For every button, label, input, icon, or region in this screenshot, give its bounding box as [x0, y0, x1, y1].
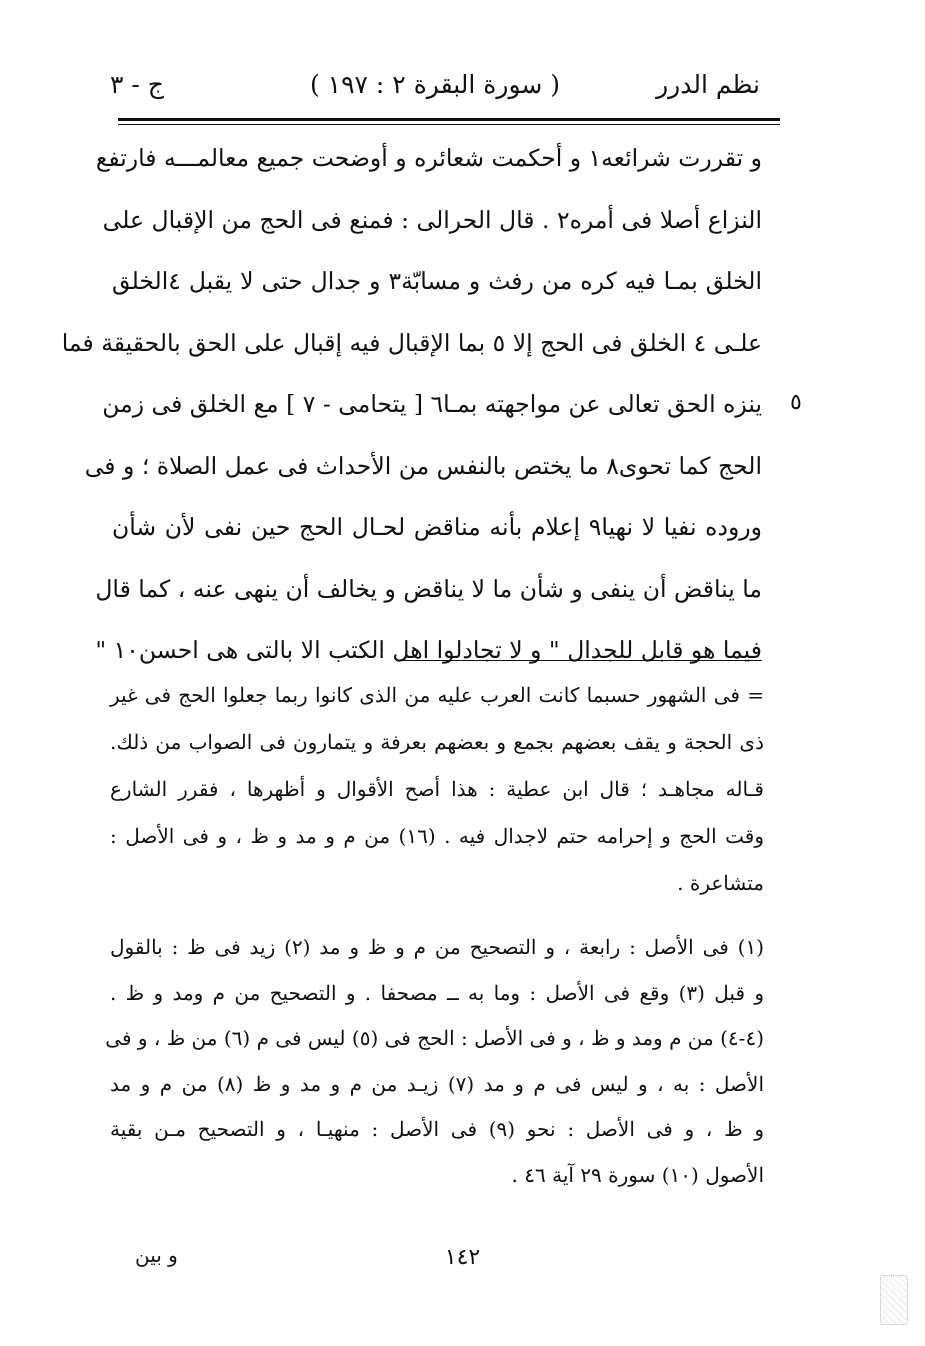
main-text-line: الحج كما تحوى٨ ما يختص بالنفس من الأحداث فى عمل الصلاة ؛ و فى	[84, 451, 762, 480]
footnote-separator	[400, 660, 762, 661]
apparatus-line: (١) فى الأصل : رابعة ، و التصحيح من م و ظ و مد (٢) زيد فى ظ : بالقول	[110, 935, 764, 959]
main-text-line: علـى ٤ الخلق فى الحج إلا ٥ بما الإقبال فيه إقبال على الحق بالحقيقة فما	[61, 328, 762, 357]
catchword: و بين	[135, 1243, 178, 1267]
main-text-line: النزاع أصلا فى أمره٢ . قال الحرالى : فمنع فى الحج من الإقبال على	[102, 205, 762, 234]
library-stamp	[880, 1275, 908, 1325]
apparatus-line: الأصول (١٠) سورة ٢٩ آية ٤٦ .	[511, 1162, 764, 1187]
main-text-line: فيما هو قابل للجدال " و لا تجادلوا اهل الكتب الا بالتى هى احسن١٠ "	[95, 636, 762, 664]
book-title: نظم الدرر	[656, 70, 760, 99]
main-text-line: و تقررت شرائعه١ و أحكمت شعائره و أوضحت جميع معالمـــه فارتفع	[95, 144, 762, 172]
footnote-line: متشاعرة .	[677, 871, 764, 895]
apparatus-line: و قبل (٣) وقع فى الأصل : وما به ــ مصحفا . و التصحيح من م ومد و ظ .	[110, 980, 764, 1005]
running-header	[110, 70, 760, 110]
footnote-line: وقت الحج و إحرامه حتم لاجدال فيه . (١٦) من م و مد و ظ ، و فى الأصل :	[110, 824, 764, 848]
main-text-line: وروده نفيا لا نهيا٩ إعلام بأنه مناقض لحـال الحج حين نفى لأن شأن	[112, 513, 762, 541]
critical-apparatus	[105, 925, 765, 1198]
volume-number: ج - ٣	[110, 70, 164, 99]
header-rule	[118, 118, 780, 125]
footnote-line: = فى الشهور حسبما كانت العرب عليه من الذى كانوا ربما جعلوا الحج فى غير	[110, 683, 764, 707]
continued-footnote	[110, 672, 764, 907]
main-text-line: ما يناقض أن ينفى و شأن ما لا يناقض و يخالف أن ينهى عنه ، كما قال	[95, 574, 762, 603]
apparatus-line: (٤-٤) من م ومد و ظ ، و فى الأصل : الحج فى (٥) ليس فى م (٦) من ظ ، و فى	[105, 1026, 764, 1050]
line-number-marker: ٥	[790, 390, 802, 415]
main-text-line: الخلق بمـا فيه كره من رفث و مسابّة٣ و جدال حتى لا يقبل ٤الخلق	[112, 267, 762, 295]
apparatus-line: و ظ ، و فى الأصل : نحو (٩) فى الأصل : منهيـا ، و التصحيح مـن بقية	[110, 1117, 764, 1141]
main-text	[61, 128, 762, 682]
footnote-line: ذى الحجة و يقف بعضهم بجمع و بعضهم بعرفة و يتمارون فى الصواب من ذلك.	[110, 730, 764, 754]
footnote-line: قـاله مجاهـد ؛ قال ابن عطية : هذا أصح الأقوال و أظهرها ، فقرر الشارع	[110, 777, 764, 801]
apparatus-line: الأصل : به ، و ليس فى م و مد (٧) زيـد من م و مد و ظ (٨) من م و مد	[110, 1071, 765, 1096]
surah-reference: ( سورة البقرة ٢ : ١٩٧ )	[309, 70, 561, 99]
main-text-line: ينزه الحق تعالى عن مواجهته بمـا٦ [ يتحامى - ٧ ] مع الخلق فى زمن	[102, 390, 762, 418]
page-number: ١٤٢	[444, 1245, 481, 1270]
